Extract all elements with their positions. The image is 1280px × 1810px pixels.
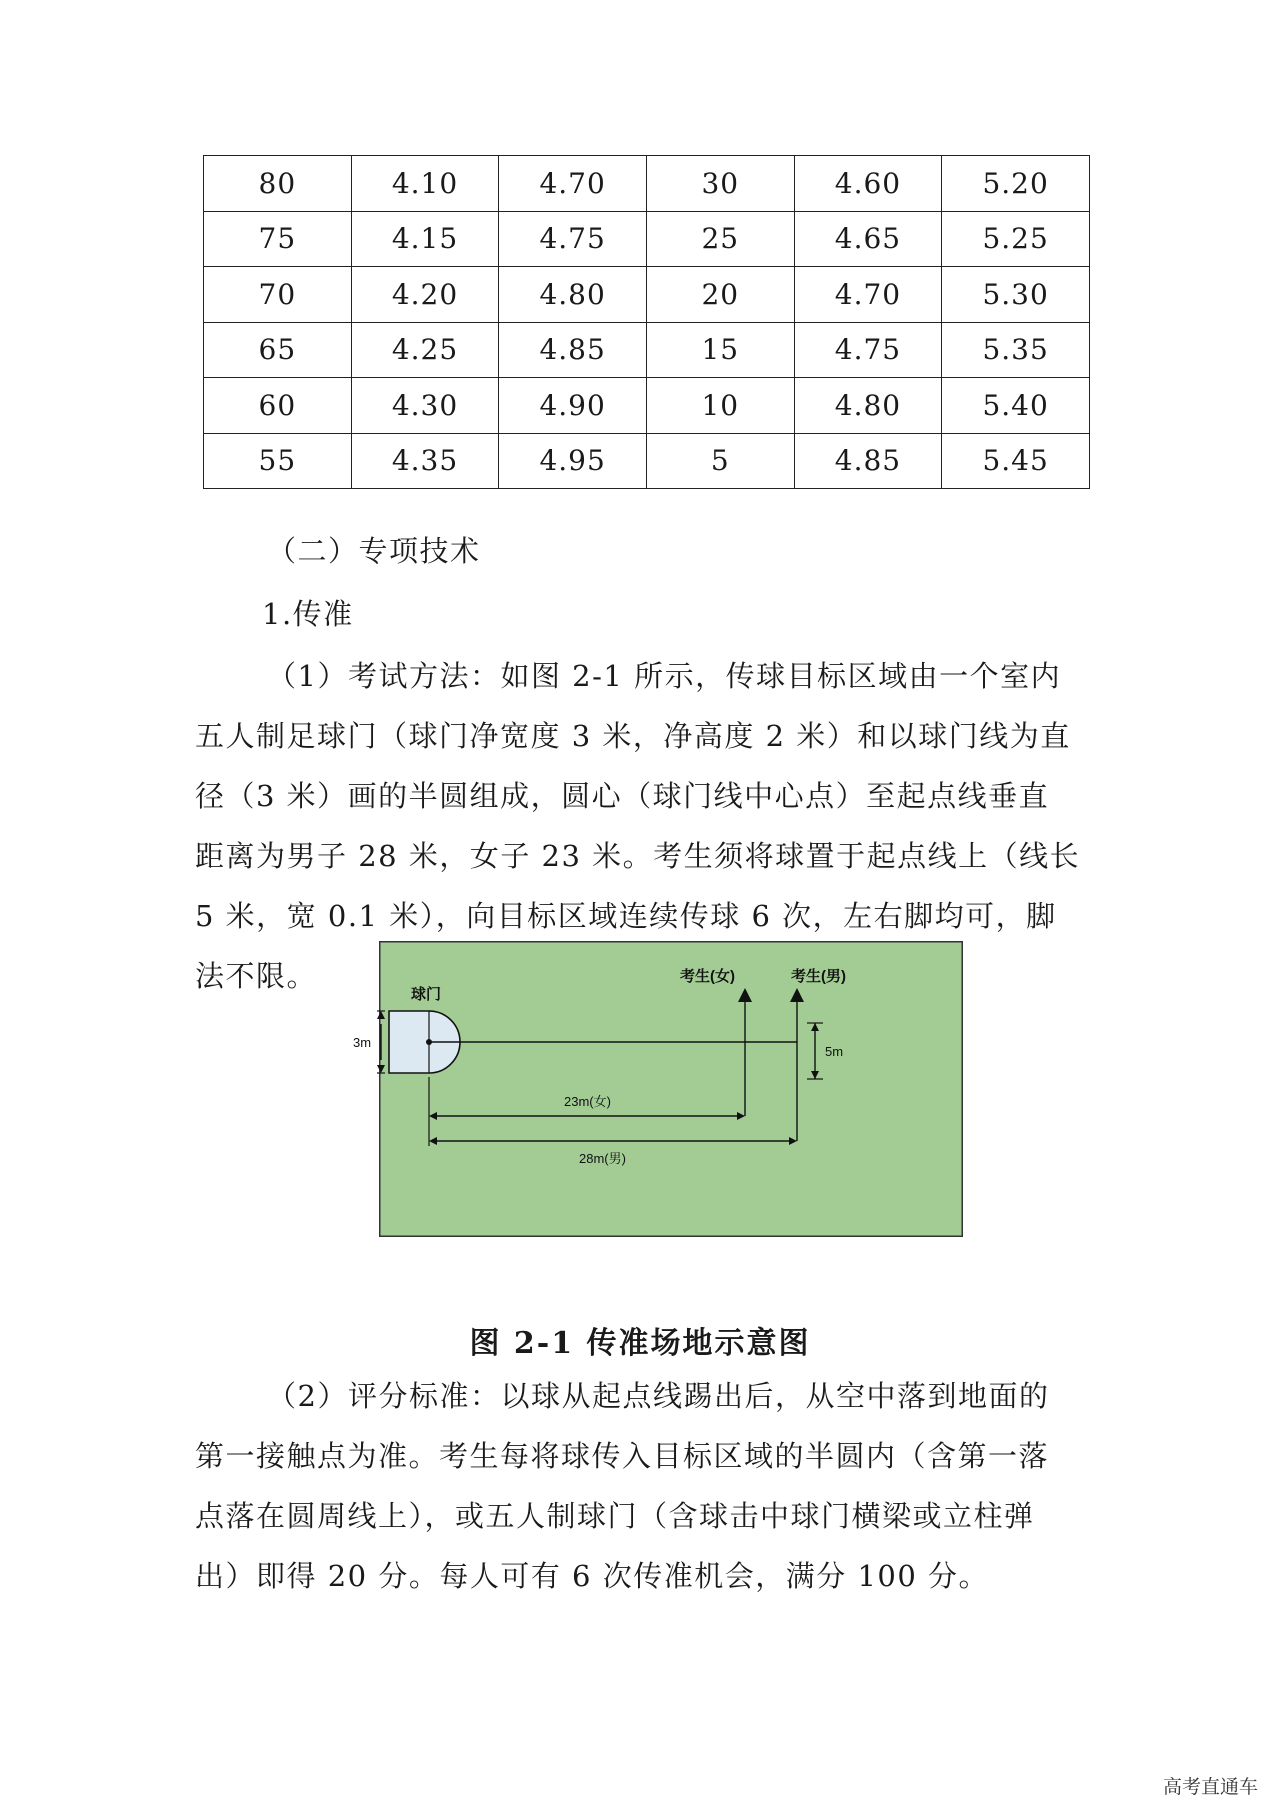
table-row [204,433,1090,489]
table-cell: 55 [204,433,352,489]
table-cell: 5 [646,433,794,489]
table-cell: 4.80 [499,267,647,323]
table-cell: 4.90 [499,378,647,434]
start-line-length-label: 5m [825,1044,844,1059]
table-cell: 4.85 [499,322,647,378]
male-candidate-label: 考生(男) [791,968,846,985]
table-cell: 4.60 [794,156,942,212]
table-cell: 4.30 [351,378,499,434]
table-cell: 4.20 [351,267,499,323]
table-cell: 4.65 [794,211,942,267]
method-line: （1）考试方法：如图 2-1 所示，传球目标区域由一个室内 [267,659,1062,693]
table-cell: 30 [646,156,794,212]
pass-accuracy-field-diagram [353,941,963,1237]
method-line: 距离为男子 28 米，女子 23 米。考生须将球置于起点线上（线长 [195,839,1081,873]
table-cell: 4.35 [351,433,499,489]
method-line: 5 米，宽 0.1 米），向目标区域连续传球 6 次，左右脚均可，脚 [195,899,1057,933]
table-cell: 4.85 [794,433,942,489]
table-row [204,156,1090,212]
table-cell: 4.70 [499,156,647,212]
table-cell: 4.15 [351,211,499,267]
table-row [204,211,1090,267]
table-cell: 75 [204,211,352,267]
scoring-line: （2）评分标准：以球从起点线踢出后，从空中落到地面的 [267,1379,1050,1413]
table-cell: 5.30 [942,267,1090,323]
method-line: 五人制足球门（球门净宽度 3 米，净高度 2 米）和以球门线为直 [195,719,1071,753]
table-cell: 65 [204,322,352,378]
item-heading: 1.传准 [262,597,354,631]
table-cell: 5.45 [942,433,1090,489]
table-cell: 10 [646,378,794,434]
table-cell: 60 [204,378,352,434]
table-cell: 5.25 [942,211,1090,267]
table-cell: 4.95 [499,433,647,489]
table-cell: 5.35 [942,322,1090,378]
table-row [204,322,1090,378]
table-cell: 15 [646,322,794,378]
table-cell: 4.75 [794,322,942,378]
table-cell: 4.80 [794,378,942,434]
watermark-text: 高考直通车 [1162,1776,1258,1798]
table-row [204,267,1090,323]
section-heading: （二）专项技术 [267,534,481,568]
table-cell: 25 [646,211,794,267]
table-cell: 70 [204,267,352,323]
goal-width-label: 3m [353,1035,372,1050]
table-cell: 80 [204,156,352,212]
field-background [380,942,963,1237]
method-line: 法不限。 [195,959,318,993]
table-cell: 5.40 [942,378,1090,434]
scoring-line: 出）即得 20 分。每人可有 6 次传准机会，满分 100 分。 [195,1559,990,1593]
table-cell: 5.20 [942,156,1090,212]
male-distance-label: 28m(男) [579,1151,626,1166]
goal-label: 球门 [411,986,442,1003]
table-cell: 4.70 [794,267,942,323]
scoring-line: 点落在圆周线上），或五人制球门（含球击中球门横梁或立柱弹 [195,1499,1035,1533]
table-cell: 4.25 [351,322,499,378]
method-line: 径（3 米）画的半圆组成，圆心（球门线中心点）至起点线垂直 [195,779,1050,813]
female-distance-label: 23m(女) [564,1094,611,1109]
score-table [203,155,1090,489]
table-cell: 20 [646,267,794,323]
table-row [204,378,1090,434]
female-candidate-label: 考生(女) [680,968,735,985]
table-cell: 4.10 [351,156,499,212]
table-cell: 4.75 [499,211,647,267]
figure-caption: 图 2-1 传准场地示意图 [469,1326,811,1361]
scoring-line: 第一接触点为准。考生每将球传入目标区域的半圆内（含第一落 [195,1439,1050,1473]
